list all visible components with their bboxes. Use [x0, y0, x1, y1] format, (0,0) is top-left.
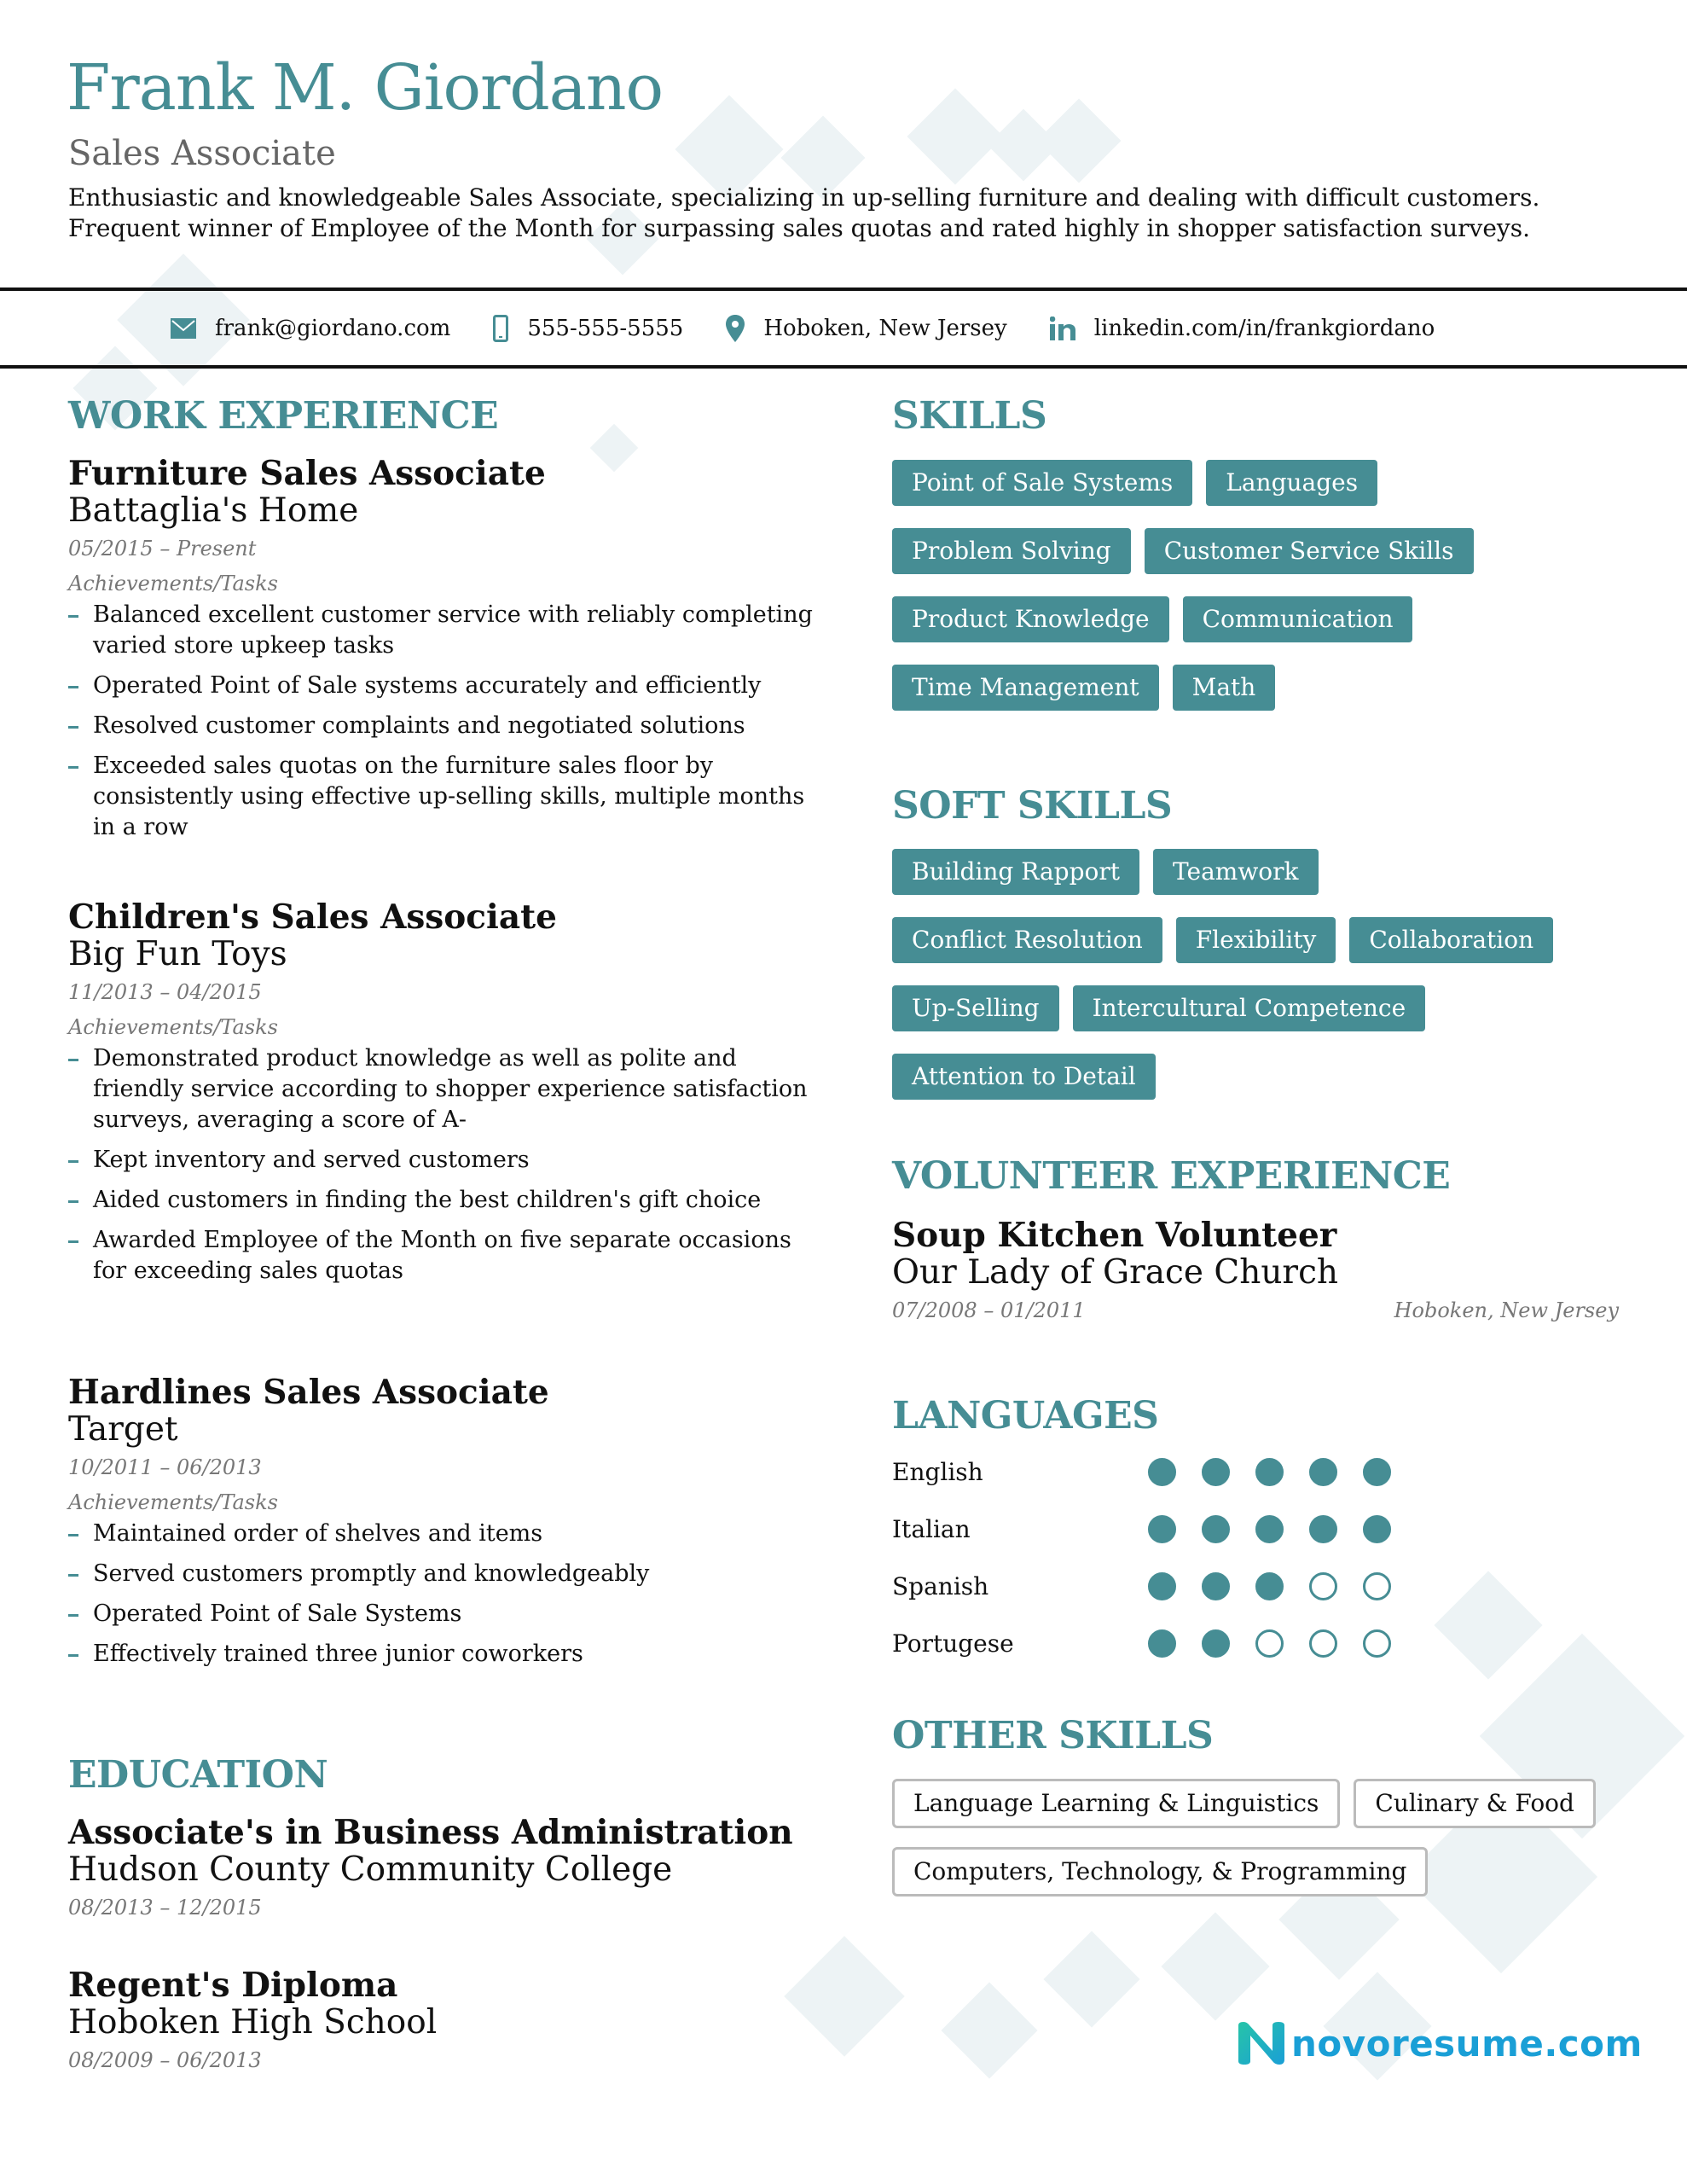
tag-row [892, 596, 1660, 642]
proficiency-dot-filled [1363, 1515, 1391, 1543]
job-tasks-label: Achievements/Tasks [68, 572, 278, 595]
proficiency-dot-filled [1148, 1515, 1176, 1543]
degree: Associate's in Business Administration [68, 1813, 793, 1852]
job-tasks-label: Achievements/Tasks [68, 1015, 278, 1039]
contact-linkedin[interactable] [1050, 316, 1435, 341]
job-dates: 10/2011 – 06/2013 [68, 1455, 262, 1479]
contact-location [726, 315, 1006, 342]
divider-top [0, 288, 1687, 291]
proficiency-dot-empty [1363, 1629, 1391, 1658]
proficiency-dot-empty [1309, 1629, 1337, 1658]
skill-tag: Time Management [892, 665, 1159, 711]
job-entry [68, 455, 819, 852]
summary [68, 183, 1646, 244]
school: Hoboken High School [68, 2003, 438, 2042]
skill-tag: Customer Service Skills [1145, 528, 1474, 574]
section-heading-education: EDUCATION [68, 1753, 328, 1797]
bullet: Balanced excellent customer service with reliably completing varied store upkeep tasks [68, 600, 819, 661]
skill-tag: Product Knowledge [892, 596, 1169, 642]
proficiency-dot-filled [1309, 1515, 1337, 1543]
location-text: Hoboken, New Jersey [763, 316, 1007, 341]
volunteer-org: Our Lady of Grace Church [892, 1253, 1339, 1292]
skill-tag: Building Rapport [892, 849, 1139, 895]
education-entry [68, 1814, 819, 1926]
degree: Regent's Diploma [68, 1966, 398, 2005]
job-company: Battaglia's Home [68, 491, 359, 530]
proficiency-dot-filled [1255, 1458, 1284, 1486]
language-name: English [892, 1457, 983, 1486]
contact-bar [171, 309, 1477, 348]
contact-email[interactable] [171, 316, 450, 341]
language-name: Spanish [892, 1571, 989, 1600]
email-text: frank@giordano.com [215, 316, 451, 341]
skill-tag: Conflict Resolution [892, 917, 1162, 963]
candidate-name: Frank M. Giordano [67, 51, 664, 125]
language-row [892, 1512, 1489, 1546]
bullet: Maintained order of shelves and items [68, 1519, 819, 1549]
volunteer-dates: 07/2008 – 01/2011 [892, 1298, 1086, 1322]
skill-tag: Point of Sale Systems [892, 460, 1192, 506]
job-company: Target [68, 1410, 178, 1449]
linkedin-text: linkedin.com/in/frankgiordano [1093, 316, 1435, 341]
section-heading-volunteer: VOLUNTEER EXPERIENCE [892, 1154, 1451, 1198]
envelope-icon [171, 318, 196, 339]
bullet: Awarded Employee of the Month on five separate occasions for exceeding sales quotas [68, 1225, 819, 1287]
bullet: Aided customers in finding the best children's gift choice [68, 1185, 819, 1216]
education-dates: 08/2009 – 06/2013 [68, 2048, 262, 2072]
proficiency-dot-filled [1202, 1515, 1230, 1543]
proficiency-dot-empty [1363, 1572, 1391, 1600]
job-title: Children's Sales Associate [68, 897, 557, 937]
proficiency-dot-empty [1255, 1629, 1284, 1658]
novoresume-logo [1238, 2022, 1643, 2065]
job-entry [68, 1374, 819, 1679]
proficiency-dot-filled [1148, 1458, 1176, 1486]
proficiency-dot-filled [1255, 1515, 1284, 1543]
tag-row [892, 665, 1660, 711]
proficiency-dot-filled [1202, 1572, 1230, 1600]
section-heading-skills: SKILLS [892, 394, 1047, 438]
summary-line: Enthusiastic and knowledgeable Sales Associate, specializing in up-selling furniture and dealing with difficult customers. [68, 183, 1540, 212]
bullet: Operated Point of Sale Systems [68, 1599, 819, 1629]
bullet: Served customers promptly and knowledgeably [68, 1559, 819, 1589]
language-name: Italian [892, 1514, 971, 1543]
skill-tag: Culinary & Food [1354, 1779, 1596, 1828]
proficiency-dot-filled [1148, 1572, 1176, 1600]
phone-icon [493, 315, 508, 342]
tag-row [892, 1054, 1660, 1100]
section-heading-other-skills: OTHER SKILLS [892, 1714, 1214, 1757]
skill-tag: Communication [1183, 596, 1413, 642]
tag-row [892, 1779, 1660, 1828]
job-title: Hardlines Sales Associate [68, 1373, 549, 1412]
proficiency-dot-filled [1309, 1458, 1337, 1486]
school: Hudson County Community College [68, 1850, 673, 1889]
linkedin-icon [1050, 317, 1075, 340]
tag-row [892, 460, 1660, 506]
proficiency-dot-empty [1309, 1572, 1337, 1600]
section-heading-work: WORK EXPERIENCE [68, 394, 499, 438]
summary-line: Frequent winner of Employee of the Month for surpassing sales quotas and rated highly in shopper satisfaction surveys. [68, 214, 1531, 242]
section-heading-soft-skills: SOFT SKILLS [892, 784, 1173, 828]
skill-tag: Flexibility [1176, 917, 1336, 963]
tag-row [892, 1847, 1660, 1896]
job-bullets [68, 600, 819, 843]
tag-row [892, 849, 1660, 895]
language-name: Portugese [892, 1629, 1014, 1658]
volunteer-title: Soup Kitchen Volunteer [892, 1216, 1337, 1255]
skill-tag: Language Learning & Linguistics [892, 1779, 1340, 1828]
job-dates: 05/2015 – Present [68, 537, 257, 561]
bullet: Effectively trained three junior coworkers [68, 1639, 819, 1670]
skill-tag: Computers, Technology, & Programming [892, 1847, 1428, 1896]
job-company: Big Fun Toys [68, 935, 287, 973]
proficiency-dot-filled [1148, 1629, 1176, 1658]
skill-tag: Intercultural Competence [1073, 985, 1426, 1031]
tag-row [892, 985, 1660, 1031]
other-skills-tags [892, 1779, 1660, 1915]
skill-tag: Attention to Detail [892, 1054, 1156, 1100]
education-dates: 08/2013 – 12/2015 [68, 1896, 262, 1920]
skill-tag: Up-Selling [892, 985, 1059, 1031]
job-bullets [68, 1043, 819, 1287]
skills-tags [892, 460, 1660, 733]
section-heading-languages: LANGUAGES [892, 1394, 1159, 1438]
phone-text: 555-555-5555 [527, 316, 684, 341]
job-bullets [68, 1519, 819, 1670]
skill-tag: Collaboration [1349, 917, 1553, 963]
proficiency-dot-filled [1202, 1629, 1230, 1658]
proficiency-dot-filled [1202, 1458, 1230, 1486]
volunteer-location: Hoboken, New Jersey [1394, 1298, 1619, 1322]
map-pin-icon [726, 315, 745, 342]
job-dates: 11/2013 – 04/2015 [68, 980, 262, 1004]
job-title: Furniture Sales Associate [68, 454, 546, 493]
novoresume-n-icon [1238, 2022, 1284, 2065]
language-row [892, 1569, 1489, 1603]
bullet: Operated Point of Sale systems accurately and efficiently [68, 671, 819, 701]
education-entry [68, 1966, 819, 2079]
candidate-role: Sales Associate [68, 134, 336, 173]
skill-tag: Math [1173, 665, 1276, 711]
soft-skills-tags [892, 849, 1660, 1122]
tag-row [892, 917, 1660, 963]
skill-tag: Languages [1206, 460, 1377, 506]
job-tasks-label: Achievements/Tasks [68, 1490, 278, 1514]
bullet: Exceeded sales quotas on the furniture sales floor by consistently using effective up-selling skills, multiple months in a row [68, 751, 819, 843]
proficiency-dot-filled [1363, 1458, 1391, 1486]
bullet: Resolved customer complaints and negotiated solutions [68, 711, 819, 741]
proficiency-dot-filled [1255, 1572, 1284, 1600]
language-row [892, 1626, 1489, 1660]
volunteer-entry [892, 1217, 1619, 1329]
skill-tag: Problem Solving [892, 528, 1131, 574]
contact-phone[interactable] [493, 315, 683, 342]
tag-row [892, 528, 1660, 574]
logo-text: novoresume.com [1291, 2022, 1643, 2065]
job-entry [68, 898, 819, 1296]
language-row [892, 1455, 1489, 1489]
bullet: Demonstrated product knowledge as well as polite and friendly service according to shopper experience satisfaction surveys, averaging a score of A- [68, 1043, 819, 1136]
divider-bottom [0, 365, 1687, 369]
bullet: Kept inventory and served customers [68, 1145, 819, 1176]
skill-tag: Teamwork [1153, 849, 1319, 895]
